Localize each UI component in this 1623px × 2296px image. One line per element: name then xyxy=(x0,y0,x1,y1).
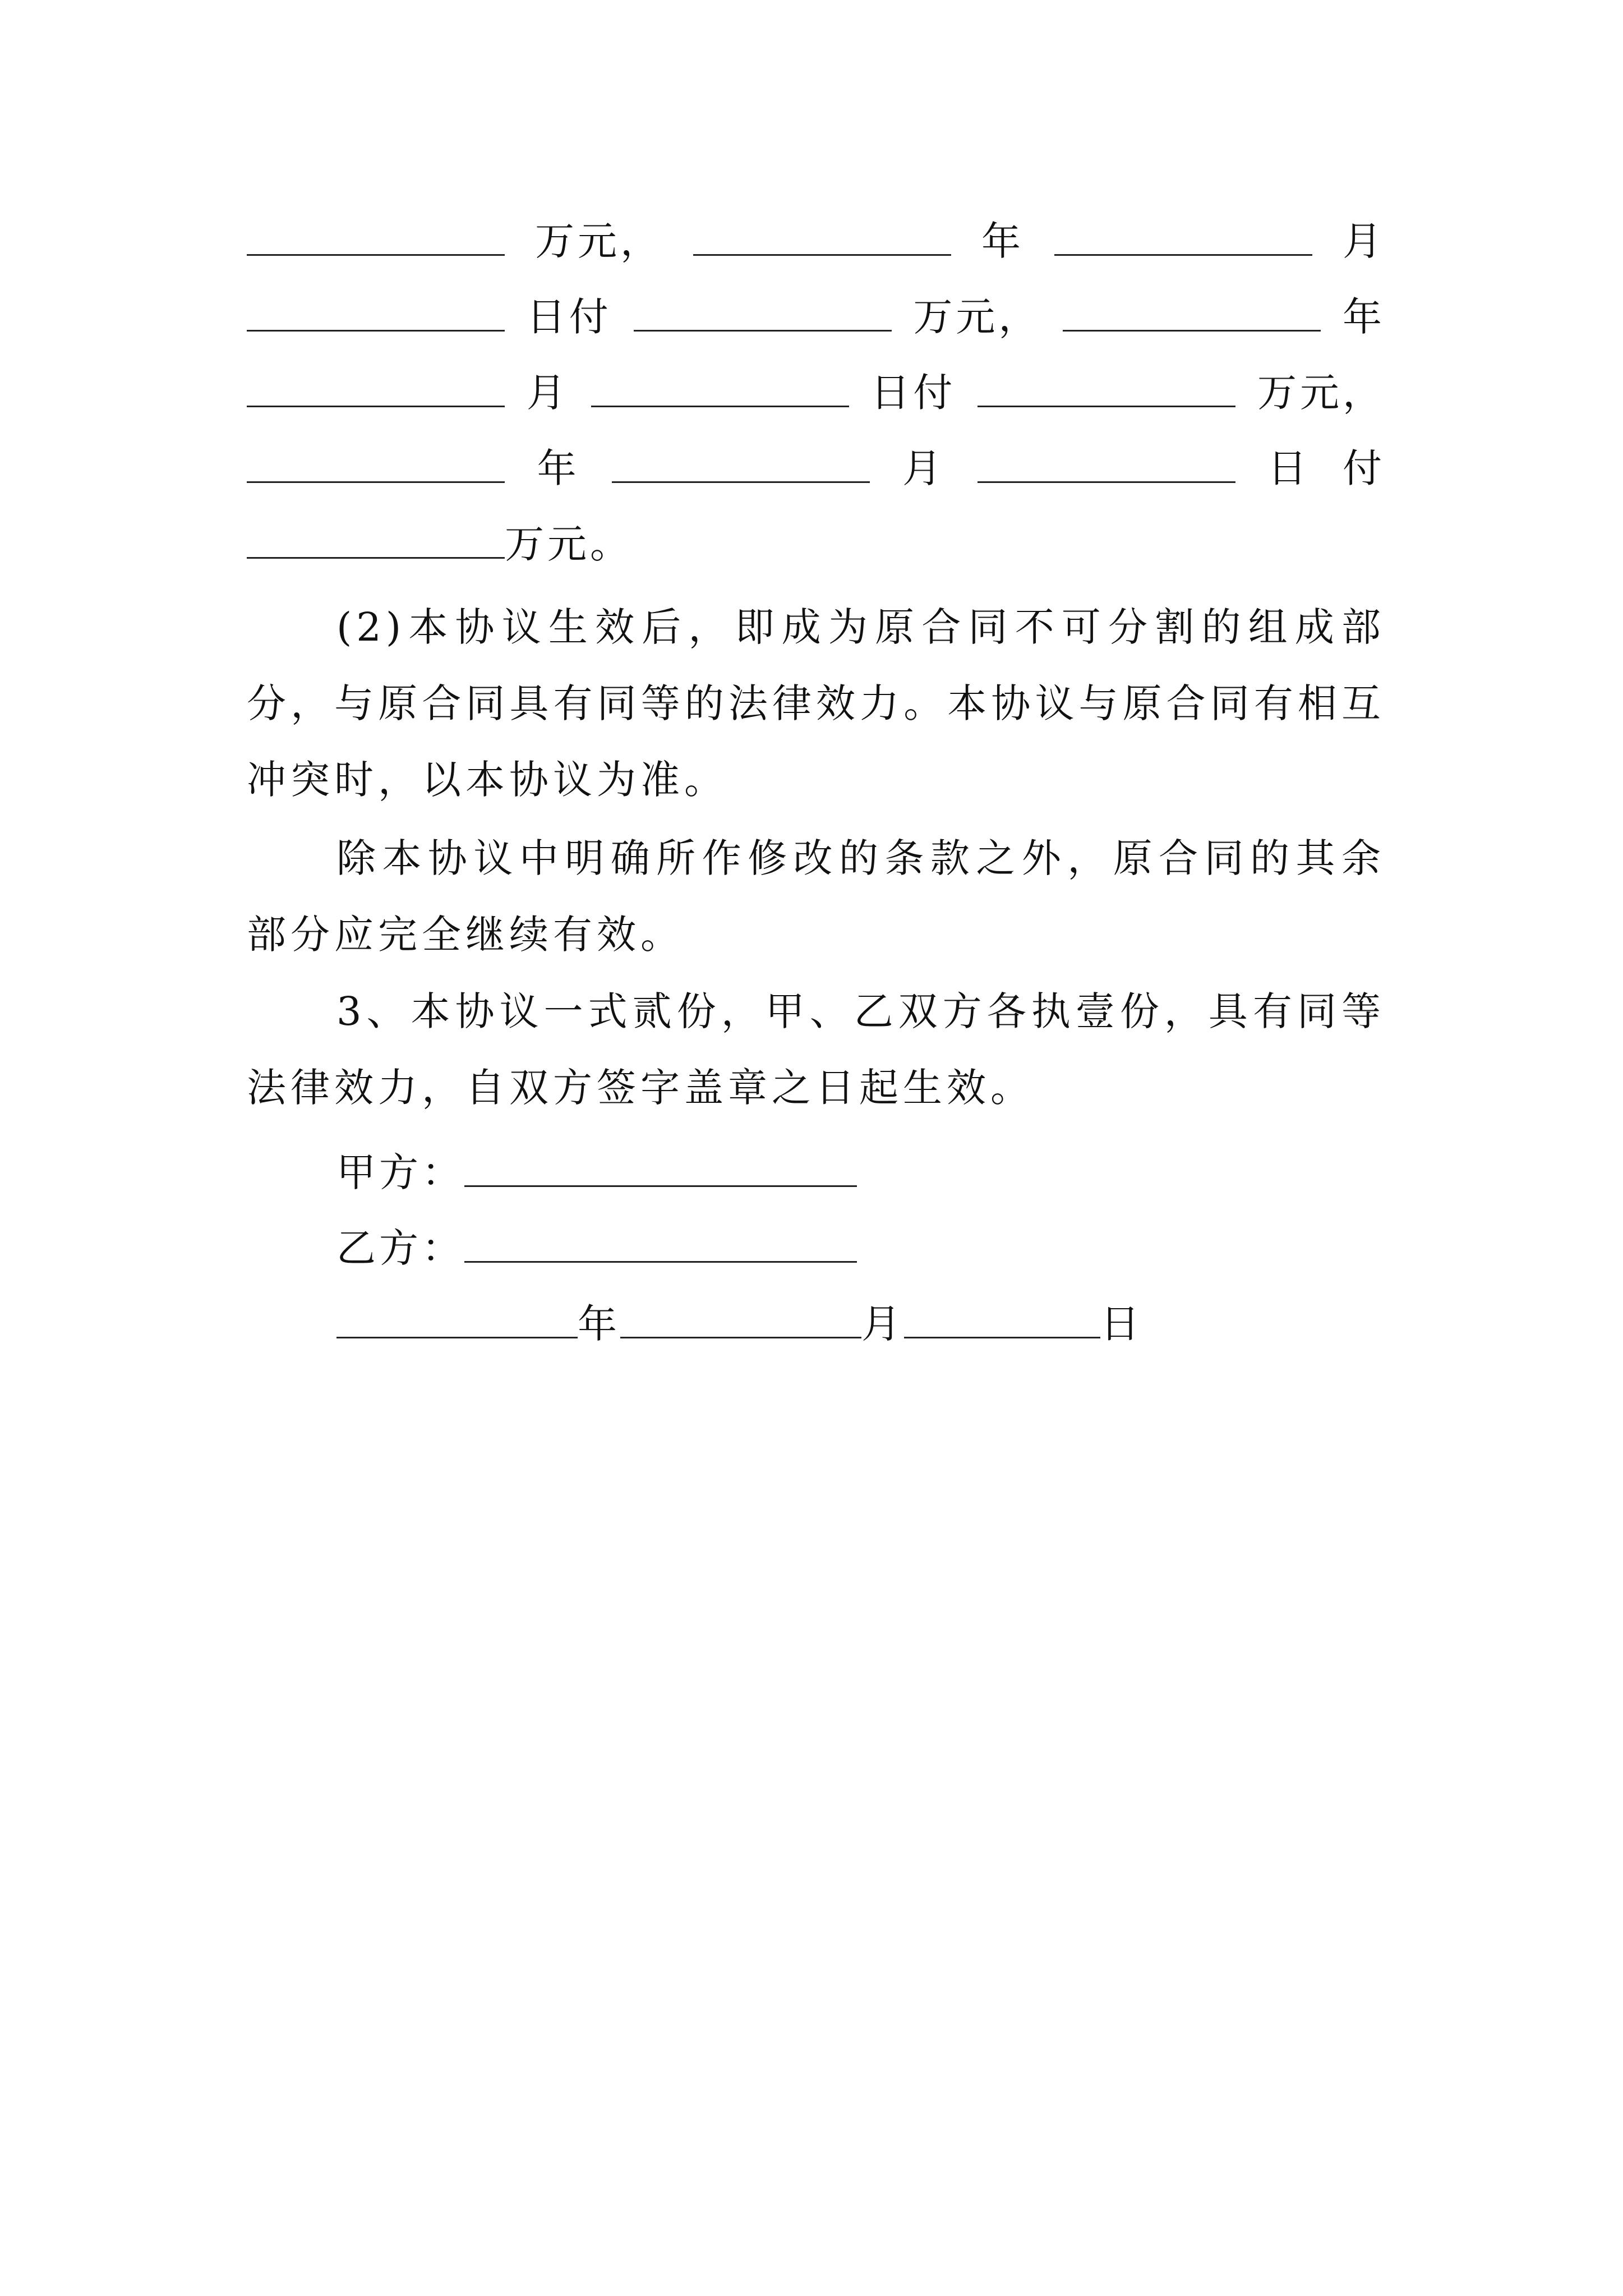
blank-amount xyxy=(247,254,505,256)
unit-wan-yuan: 万元， xyxy=(1257,370,1385,416)
blank-day xyxy=(247,330,505,332)
clause-2-paragraph: (2)本协议生效后，即成为原合同不可分割的组成部分，与原合同具有同等的法律效力。本协议与原合同有相互冲突时，以本协议为准。 xyxy=(247,604,1385,803)
clause-3-paragraph: 3、本协议一式贰份，甲、乙双方各执壹份，具有同等法律效力，自双方签字盖章之日起生效。 xyxy=(247,988,1385,1111)
blank-month xyxy=(247,406,505,407)
blank-month xyxy=(1054,254,1312,256)
blank-year xyxy=(336,1337,578,1338)
blank-day xyxy=(978,481,1235,483)
blank-amount xyxy=(634,330,892,332)
blank-year xyxy=(693,254,951,256)
party-b-signature-line xyxy=(336,1214,857,1282)
unit-wan-yuan: 万元， xyxy=(535,218,663,264)
blank-day xyxy=(591,406,849,407)
date-month-label: 月 xyxy=(861,1301,904,1347)
schedule-line-1 xyxy=(247,208,1385,275)
unit-year: 年 xyxy=(981,218,1024,264)
blank-month xyxy=(612,481,870,483)
party-a-signature-line xyxy=(336,1139,857,1206)
blank-day xyxy=(904,1337,1100,1338)
blank-amount xyxy=(247,557,505,559)
unit-wan-yuan: 万元， xyxy=(913,294,1041,340)
schedule-line-2 xyxy=(247,283,1385,351)
party-b-label: 乙方： xyxy=(336,1225,464,1271)
date-day-label: 日 xyxy=(1100,1301,1143,1347)
unit-year: 年 xyxy=(537,445,580,491)
unit-day-pay: 日付 xyxy=(870,370,956,416)
unit-month: 月 xyxy=(526,370,569,416)
schedule-line-5 xyxy=(247,510,1385,578)
clause-remaining-paragraph: 除本协议中明确所作修改的条款之外，原合同的其余部分应完全继续有效。 xyxy=(247,835,1385,958)
blank-month xyxy=(620,1337,861,1338)
party-a-blank xyxy=(464,1185,857,1187)
unit-pay: 付 xyxy=(1342,445,1385,491)
signing-date-line xyxy=(336,1290,1143,1358)
blank-year xyxy=(247,481,505,483)
unit-month: 月 xyxy=(1343,218,1385,264)
unit-year: 年 xyxy=(1342,294,1385,340)
party-b-blank xyxy=(464,1261,857,1263)
unit-day: 日 xyxy=(1267,445,1311,491)
date-year-label: 年 xyxy=(578,1301,620,1347)
unit-day-pay: 日付 xyxy=(526,294,612,340)
schedule-line-4 xyxy=(247,435,1385,502)
party-a-label: 甲方： xyxy=(336,1149,464,1195)
unit-month: 月 xyxy=(902,445,945,491)
blank-amount xyxy=(978,406,1235,407)
unit-wan-yuan-end: 万元。 xyxy=(505,521,633,567)
schedule-line-3 xyxy=(247,359,1385,426)
blank-year xyxy=(1063,330,1321,332)
